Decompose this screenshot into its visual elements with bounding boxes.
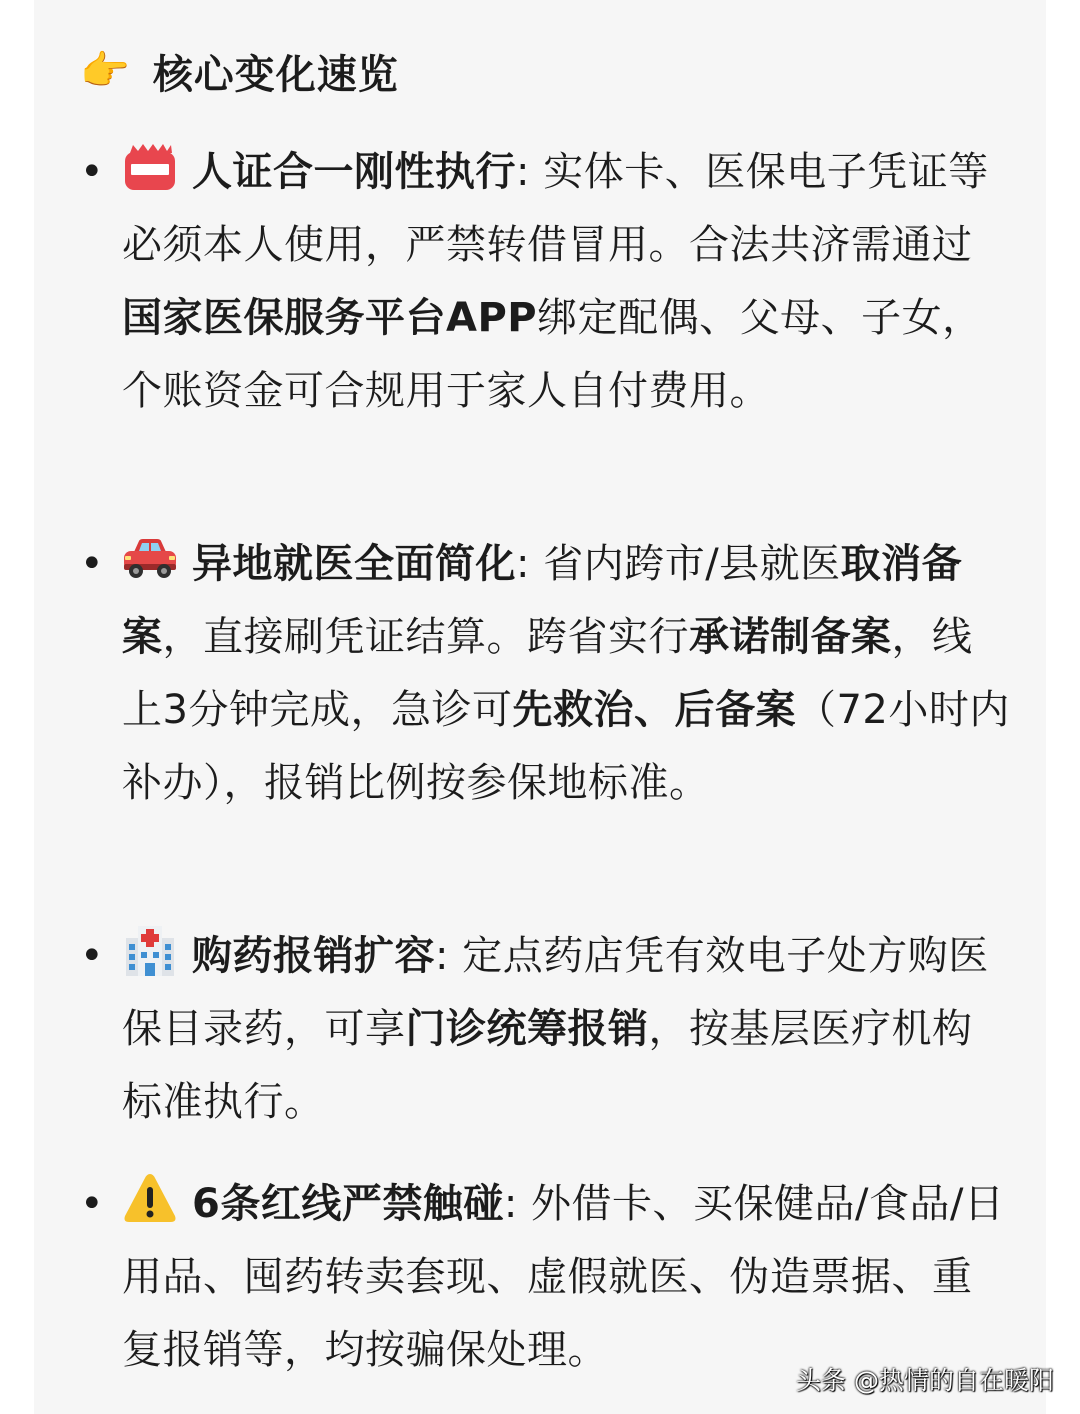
heading-title: 核心变化速览: [152, 51, 399, 98]
list-item: [80, 1168, 1012, 1387]
pointing-hand-icon: 👉: [80, 48, 131, 94]
item-text: : 外借卡、买保健品/食品/日用品、囤药转卖套现、虚假就医、伪造票据、重复报销等，均按骗保处理。: [122, 1181, 1005, 1373]
bullet: •: [80, 149, 105, 195]
list-item: [80, 920, 1012, 1139]
hospital-icon: [122, 922, 178, 978]
item-text: : 省内跨市/县就医: [516, 541, 841, 587]
item-title: 异地就医全面简化: [192, 541, 516, 587]
warning-icon: [122, 1170, 178, 1226]
bullet: •: [80, 933, 105, 979]
item-text: ，按基层医疗机构标准执行。: [122, 1006, 973, 1125]
item-text: 绑定配偶、父母、子女，个账资金可合规用于家人自付费用。: [122, 295, 983, 414]
item-emphasis: 先救治、后备案: [512, 687, 796, 733]
item-text: ，直接刷凭证结算。跨省实行: [162, 614, 689, 660]
bullet: •: [80, 1181, 105, 1227]
item-title: 购药报销扩容: [192, 933, 435, 979]
item-text: ，线上3分钟完成，急诊可: [122, 614, 973, 733]
item-emphasis: 门诊统筹报销: [405, 1006, 649, 1052]
article-page: [34, 0, 1046, 1414]
item-title: 6条红线严禁触碰: [192, 1181, 504, 1227]
item-text: : 定点药店凭有效电子处方购医保目录药，可享: [122, 933, 989, 1052]
watermark: 头条 @热情的自在暖阳: [796, 1366, 1054, 1395]
bullet: •: [80, 541, 105, 587]
list-item: [80, 528, 1012, 820]
car-icon: [122, 530, 178, 586]
item-title: 人证合一刚性执行: [192, 149, 516, 195]
item-emphasis: 国家医保服务平台APP: [122, 295, 538, 341]
name-badge-icon: [122, 138, 178, 194]
list-item: [80, 136, 1012, 428]
item-emphasis: 承诺制备案: [689, 614, 892, 660]
item-emphasis: 取消备案: [122, 541, 963, 660]
item-text: （72小时内补办），报销比例按参保地标准。: [122, 687, 1010, 806]
item-text: : 实体卡、医保电子凭证等必须本人使用，严禁转借冒用。合法共济需通过: [122, 149, 989, 268]
section-heading: [80, 36, 399, 106]
